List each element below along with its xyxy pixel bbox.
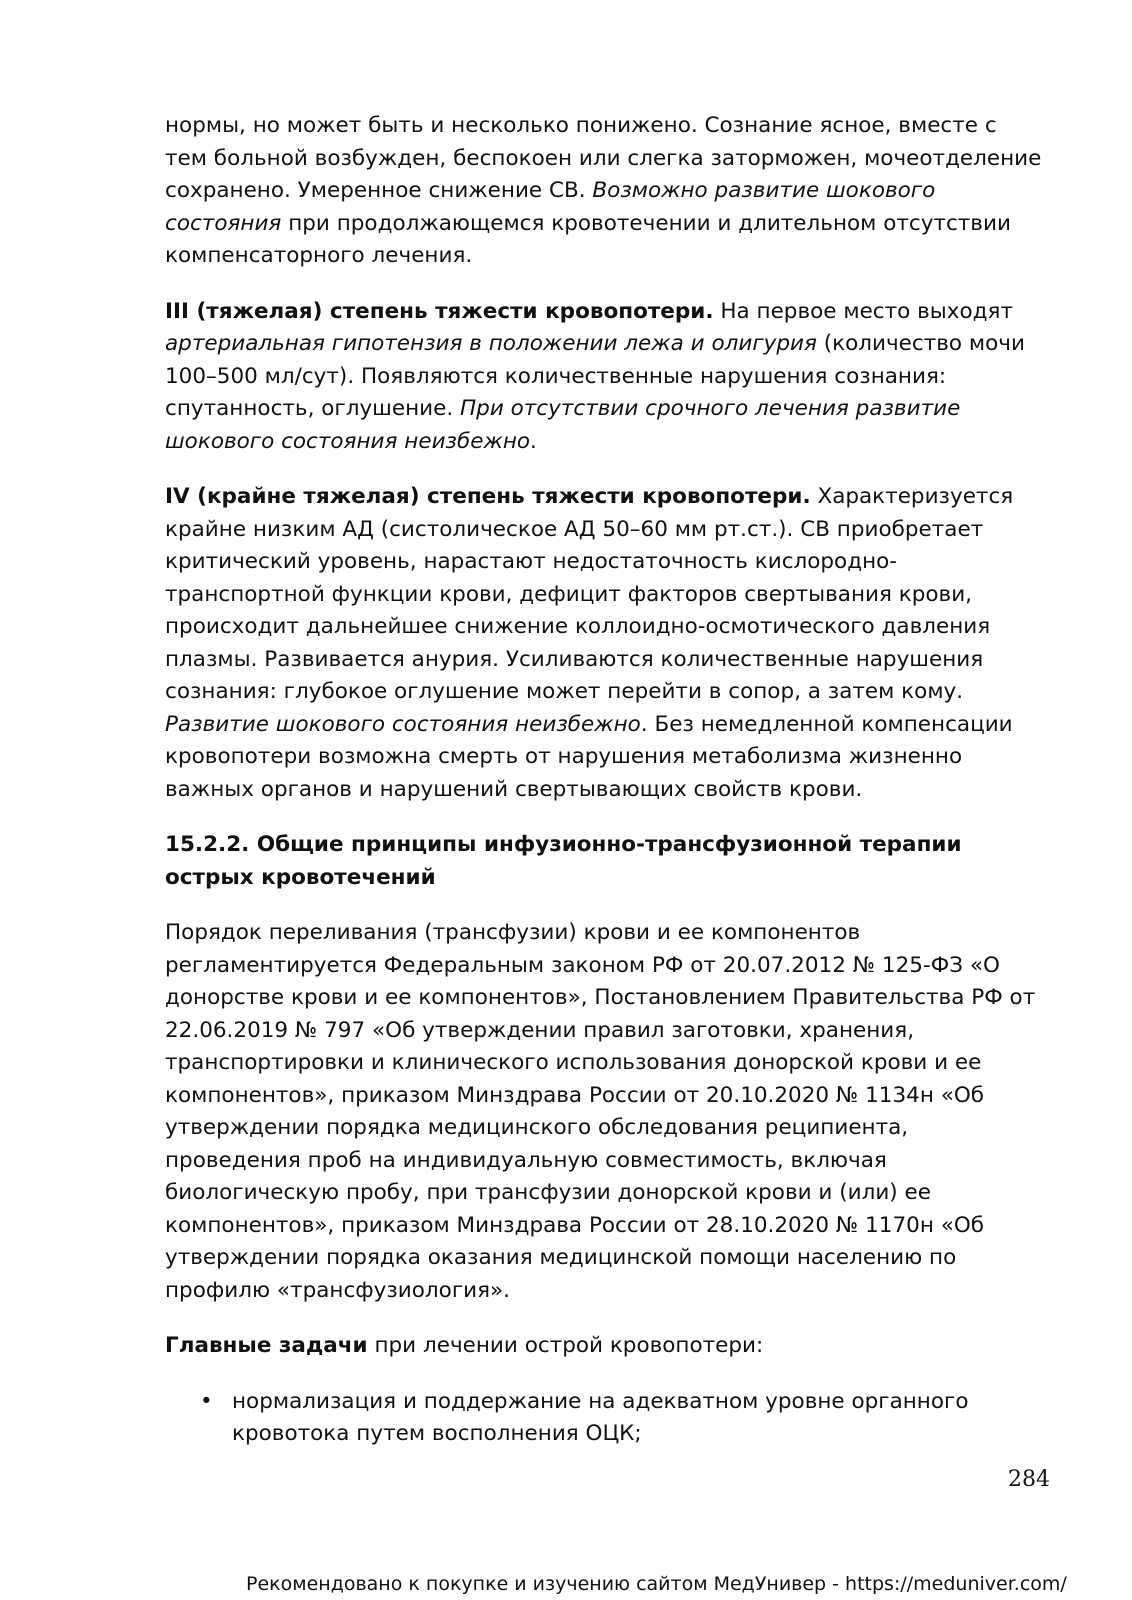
italic-text: Развитие шокового состояния неизбежно [165, 711, 641, 737]
italic-text: Возможно развитие шокового состояния [165, 178, 936, 236]
bullet-icon: • [200, 1388, 213, 1414]
task-list [165, 1386, 1045, 1451]
paragraph-main-tasks: Главные задачи при лечении острой кровопотери: [165, 1333, 764, 1358]
paragraph-degree-4: IV (крайне тяжелая) степень тяжести кровопотери. Характеризуется крайне низким АД (систолическое АД 50–60 мм рт.ст.). СВ приобретает критический уровень, нарастают недостаточность кислородно-транспортной функции крови, дефицит факторов свертывания крови, происходит дальнейшее снижение коллоидно-осмотического давления плазмы. Развивается анурия. Усиливаются количественные нарушения сознания: глубокое оглушение может перейти в сопор, а затем кому. Развитие шокового состояния неизбежно. Без немедленной компенсации кровопотери возможна смерть от нарушения метаболизма жизненно важных органов и нарушений свертывающих свойств крови. [165, 484, 1014, 802]
bold-lead: IV (крайне тяжелая) степень тяжести кровопотери. [165, 484, 811, 509]
list-item: • нормализация и поддержание на адекватном уровне органного кровотока путем восполнения ОЦК; [165, 1386, 1045, 1451]
paragraph-regulations: Порядок переливания (трансфузии) крови и ее компонентов регламентируется Федеральным законом РФ от 20.07.2012 № 125-ФЗ «О донорстве крови и ее компонентов», Постановлением Правительства РФ от 22.06.2019 № 797 «Об утверждении правил заготовки, хранения, транспортировки и клинического использования донорской крови и ее компонентов», приказом Минздрава России от 20.10.2020 № 1134н «Об утверждении порядка медицинского обследования реципиента, проведения проб на индивидуальную совместимость, включая биологическую пробу, при трансфузии донорской крови и (или) ее компонентов», приказом Минздрава России от 28.10.2020 № 1170н «Об утверждении порядка оказания медицинской помощи населению по профилю «трансфузиология». [165, 920, 1036, 1303]
bold-lead: Главные задачи [165, 1333, 368, 1358]
document-page [165, 110, 1045, 1451]
section-heading: 15.2.2. Общие принципы инфузионно-трансфузионной терапии острых кровотечений [165, 832, 962, 890]
italic-text: При отсутствии срочного лечения развитие шокового состояния неизбежно [165, 396, 961, 454]
bold-lead: III (тяжелая) степень тяжести кровопотери. [165, 298, 714, 324]
footer-note: Рекомендовано к покупке и изучению сайтом МедУнивер - https://meduniver.com/ [246, 1573, 1067, 1595]
italic-text: артериальная гипотензия в положении лежа и олигурия [165, 331, 817, 356]
page-number: 284 [1008, 1467, 1050, 1492]
paragraph-degree-3: III (тяжелая) степень тяжести кровопотери. На первое место выходят артериальная гипотензия в положении лежа и олигурия (количество мочи 100–500 мл/сут). Появляются количественные нарушения сознания: спутанность, оглушение. При отсутствии срочного лечения развитие шокового состояния неизбежно. [165, 298, 1025, 454]
paragraph-1: нормы, но может быть и несколько понижено. Сознание ясное, вместе с тем больной возбужден, беспокоен или слегка заторможен, мочеотделение сохранено. Умеренное снижение СВ. Возможно развитие шокового состояния при продолжающемся кровотечении и длительном отсутствии компенсаторного лечения. [165, 113, 1042, 268]
